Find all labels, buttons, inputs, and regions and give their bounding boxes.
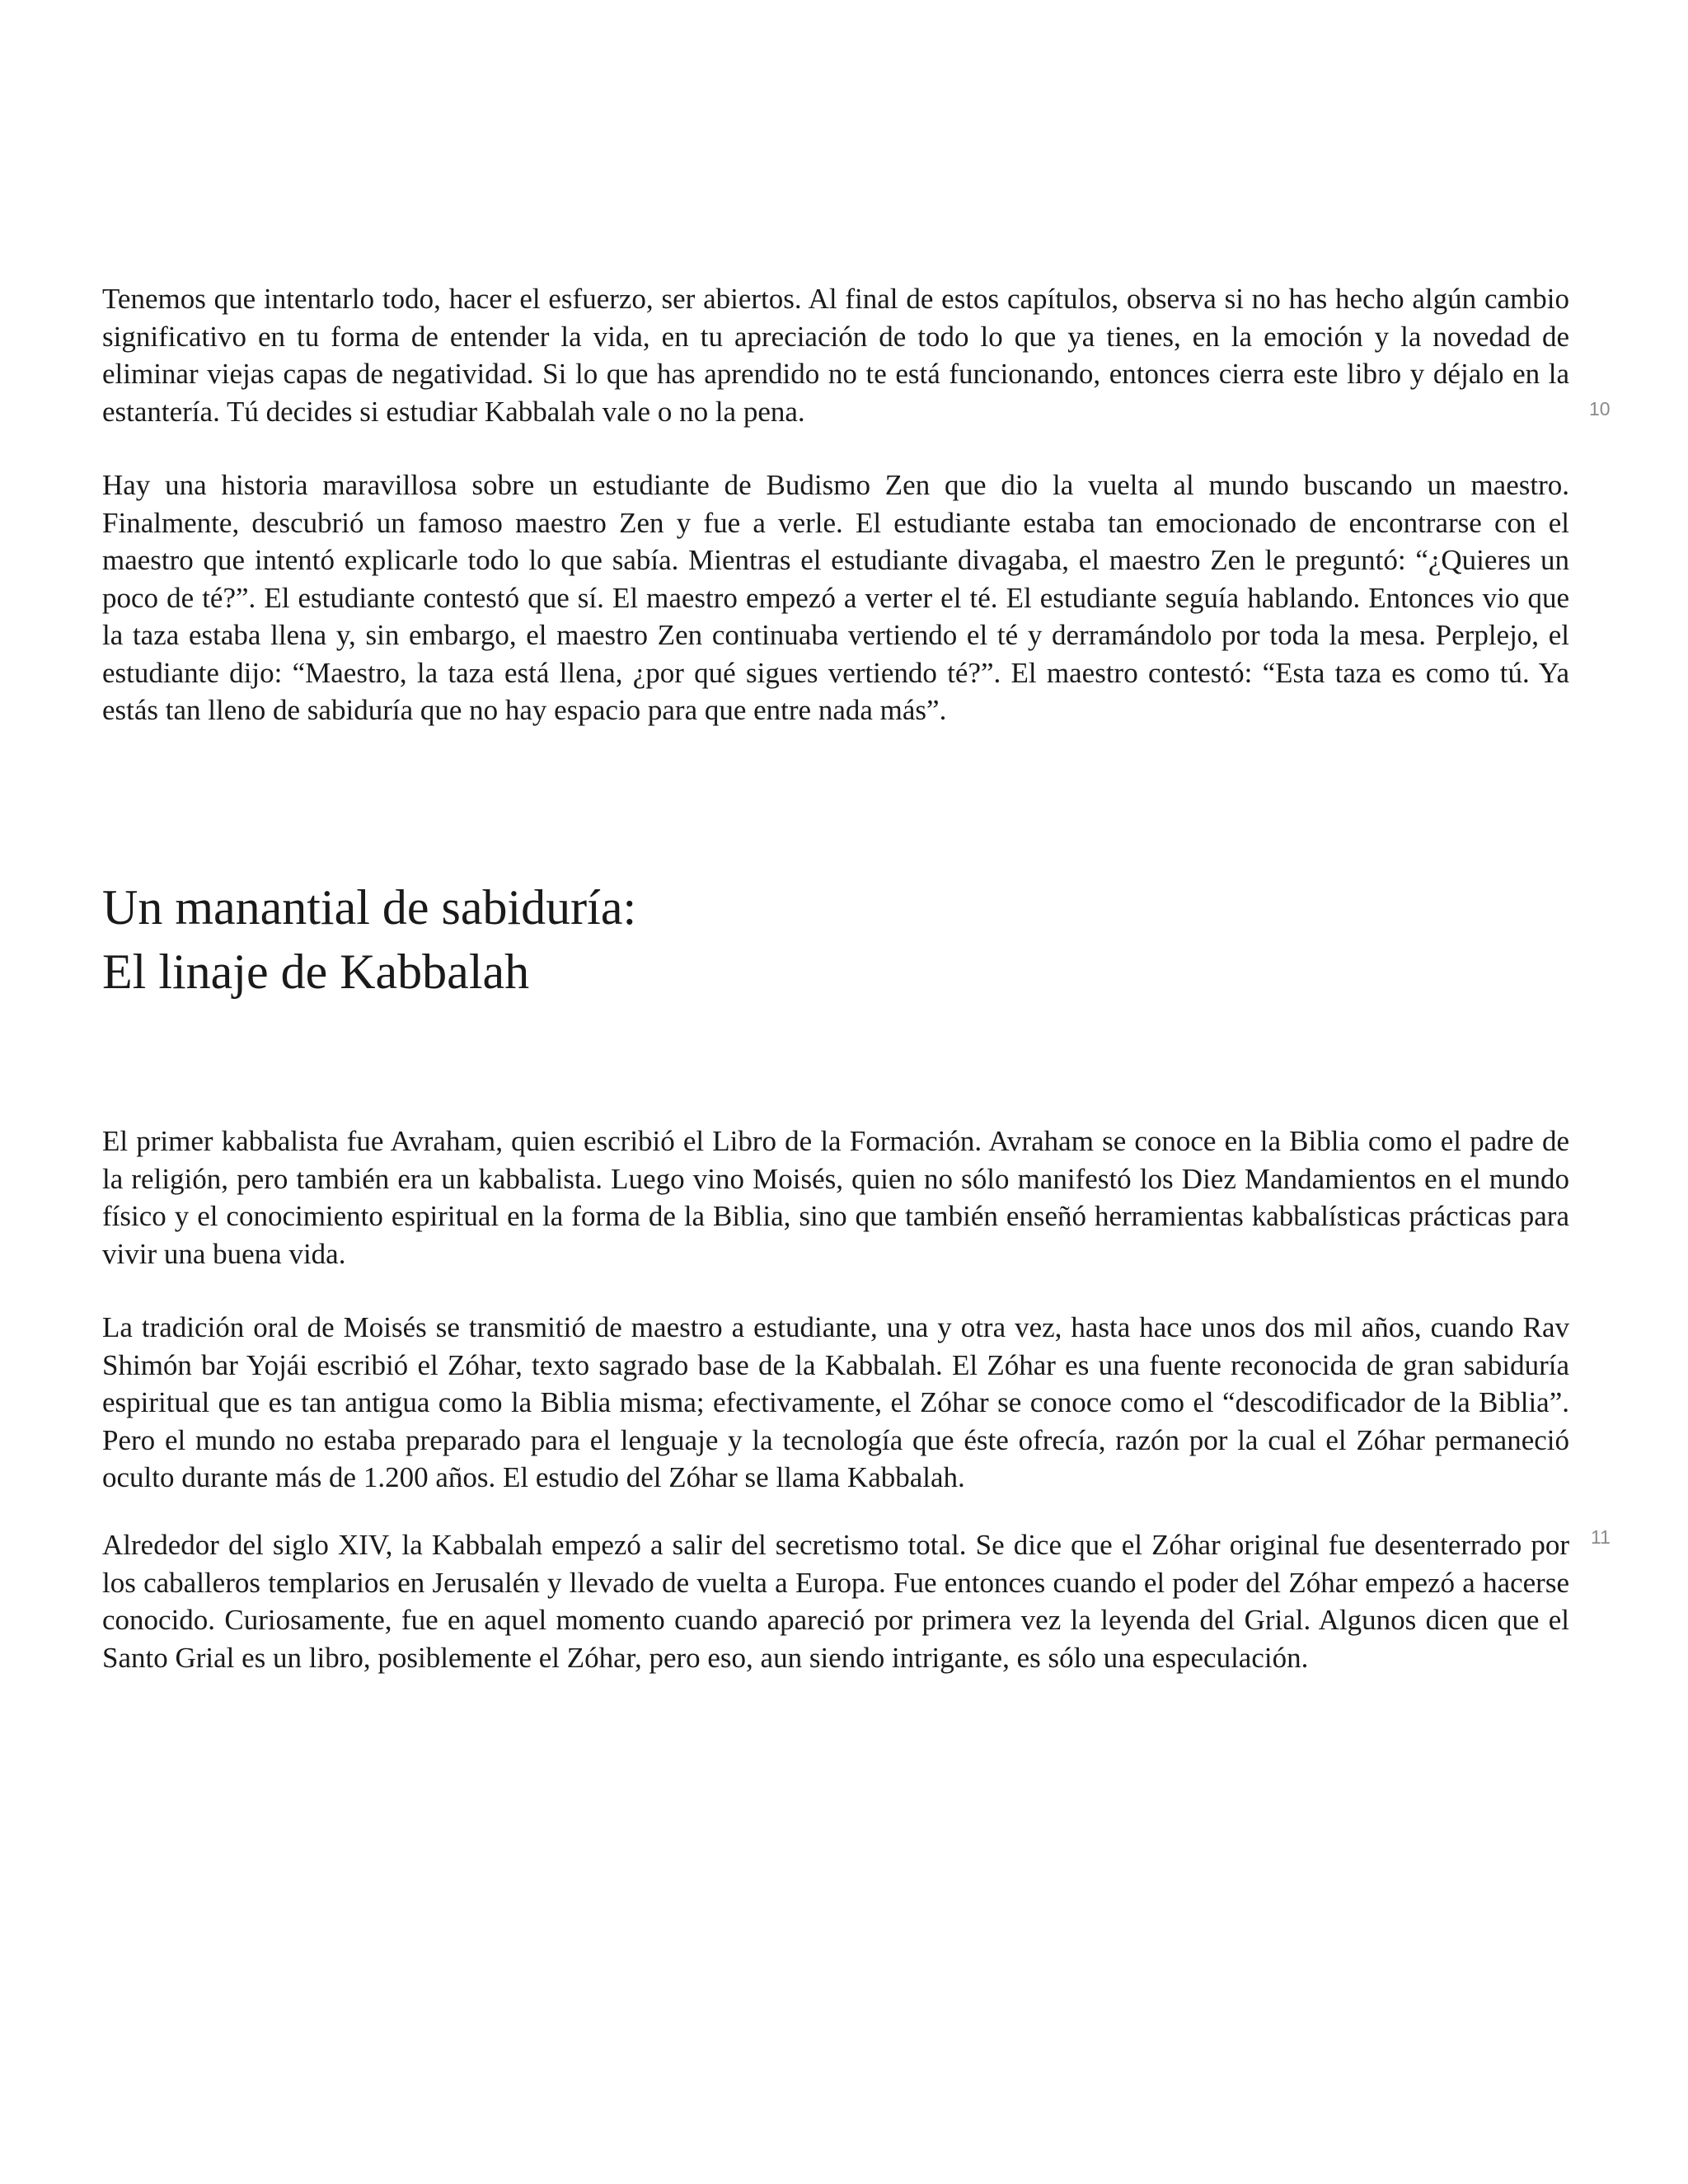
paragraph-oral-tradition: La tradición oral de Moisés se transmitió de maestro a estudiante, una y otra vez, hasta hace unos dos mil años, cuando Rav Shimón bar Yojái escribió el Zóhar, texto sagrado base de la Kabbalah. El Zóhar es una fuente reconocida de gran sabiduría espiritual que es tan antigua como la Biblia misma; efectivamente, el Zóhar se conoce como el “descodificador de la Biblia”. Pero el mundo no estaba preparado para el lenguaje y la tecnología que éste ofrecía, razón por la cual el Zóhar permaneció oculto durante más de 1.200 años. El estudio del Zóhar se llama Kabbalah. [102,1311,1569,1493]
section-heading-line-2: El linaje de Kabbalah [102,944,530,999]
paragraph-first-kabbalist: El primer kabbalista fue Avraham, quien escribió el Libro de la Formación. Avraham se conoce en la Biblia como el padre de la religión, pero también era un kabbalista. Luego vino Moisés, quien no sólo manifestó los Diez Mandamientos en el mundo físico y el conocimiento espiritual en la forma de la Biblia, sino que también enseñó herramientas kabbalísticas prácticas para vivir una buena vida. [102,1125,1569,1270]
section-heading-line-1: Un manantial de sabiduría: [102,880,637,935]
line-number-10: 10 [1589,398,1611,419]
section-heading [102,875,636,1004]
paragraph-zen-story: Hay una historia maravillosa sobre un estudiante de Budismo Zen que dio la vuelta al mundo buscando un maestro. Finalmente, descubrió un famoso maestro Zen y fue a verle. El estudiante estaba tan emocionado de encontrarse con el maestro que intentó explicarle todo lo que sabía. Mientras el estudiante divagaba, el maestro Zen le preguntó: “¿Quieres un poco de té?”. El estudiante contestó que sí. El maestro empezó a verter el té. El estudiante seguía hablando. Entonces vio que la taza estaba llena y, sin embargo, el maestro Zen continuaba vertiendo el té y derramándolo por toda la mesa. Perplejo, el estudiante dijo: “Maestro, la taza está llena, ¿por qué sigues vertiendo té?”. El maestro contestó: “Esta taza es como tú. Ya estás tan lleno de sabiduría que no hay espacio para que entre nada más”. [102,469,1569,726]
paragraph-intro: Tenemos que intentarlo todo, hacer el esfuerzo, ser abiertos. Al final de estos capítulos, observa si no has hecho algún cambio significativo en tu forma de entender la vida, en tu apreciación de todo lo que ya tienes, en la emoción y la novedad de eliminar viejas capas de negatividad. Si lo que has aprendido no te está funcionando, entonces cierra este libro y déjalo en la estantería. Tú decides si estudiar Kabbalah vale o no la pena. [102,283,1569,428]
line-number-11: 11 [1591,1526,1611,1548]
paragraph-fourteenth-century: Alrededor del siglo XIV, la Kabbalah empezó a salir del secretismo total. Se dice que el Zóhar original fue desenterrado por los caballeros templarios en Jerusalén y llevado de vuelta a Europa. Fue entonces cuando el poder del Zóhar empezó a hacerse conocido. Curiosamente, fue en aquel momento cuando apareció por primera vez la leyenda del Grial. Algunos dicen que el Santo Grial es un libro, posiblemente el Zóhar, pero eso, aun siendo intrigante, es sólo una especulación. [102,1529,1569,1674]
